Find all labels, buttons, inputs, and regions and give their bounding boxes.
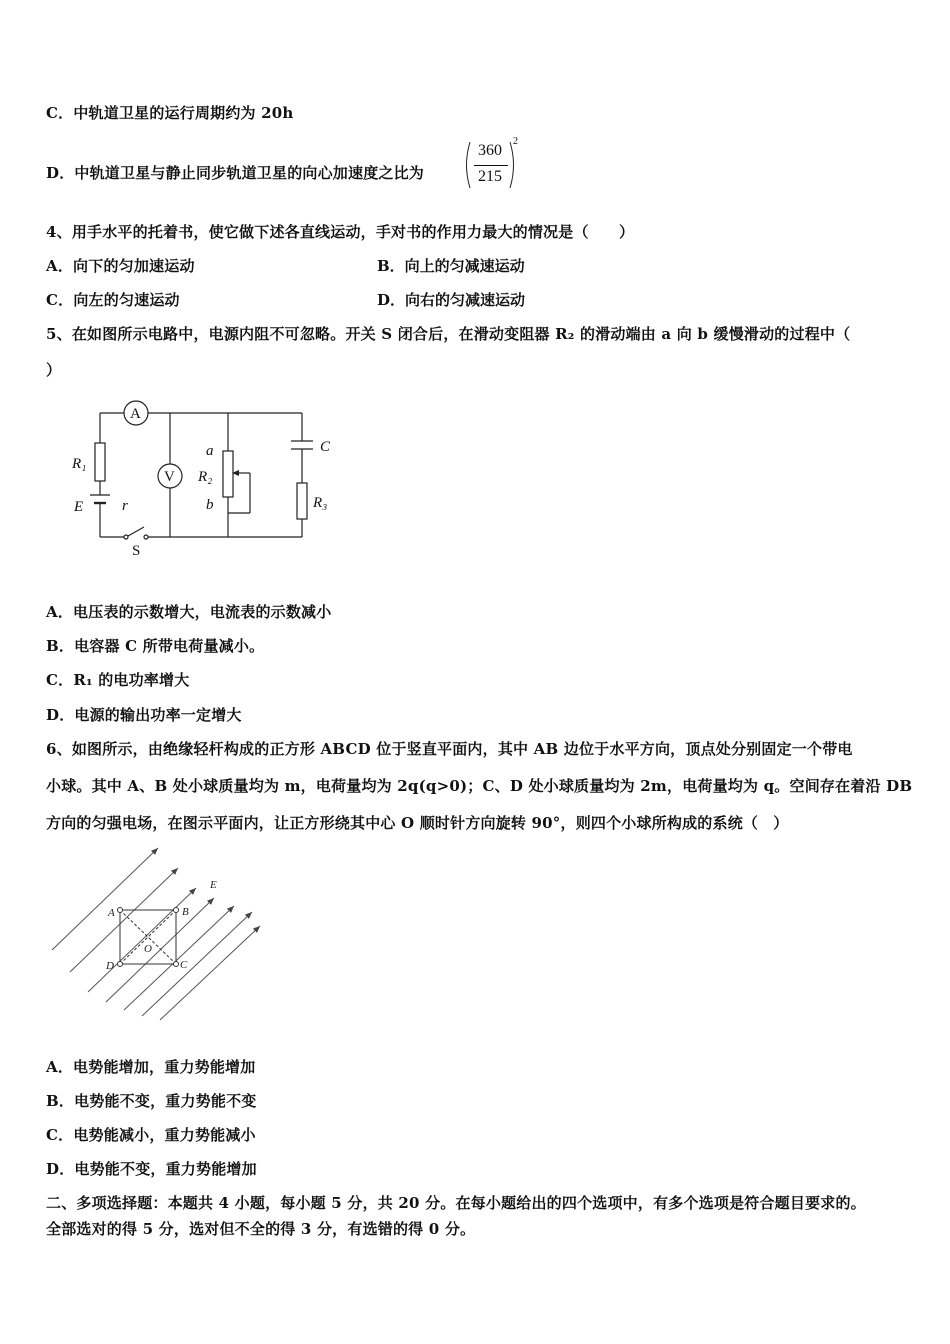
q4-option-a: A．向下的匀加速运动 [46,257,195,275]
r1-label: R₁ [72,456,87,472]
c-label: C [320,439,331,455]
q6-stem-line1: 6、如图所示，由绝缘轻杆构成的正方形 ABCD 位于竖直平面内，其中 AB 边位于水平方向，顶点处分别固定一个带电 [46,740,853,758]
vertex-c-label: C [180,959,188,971]
q5-stem-line1: 5、在如图所示电路中，电源内阻不可忽略。开关 S 闭合后，在滑动变阻器 R₂ 的滑动端由 a 向 b 缓慢滑动的过程中（ [46,325,851,343]
r3-label: R₃ [313,495,328,511]
q5-option-b: B．电容器 C 所带电荷量减小。 [46,637,265,655]
r-label: r [122,498,128,514]
q6-option-d: D．电势能不变，重力势能增加 [46,1160,257,1178]
q6-option-a: A．电势能增加，重力势能增加 [46,1058,256,1076]
a-label: a [206,443,214,459]
q5-option-a: A．电压表的示数增大，电流表的示数减小 [46,603,332,621]
field-e-label: E [210,879,217,891]
q3-option-c: C．中轨道卫星的运行周期约为 20h [46,104,294,122]
section2-line2: 全部选对的得 5 分，选对但不全的得 3 分，有选错的得 0 分。 [46,1220,476,1238]
fraction-exponent: 2 [513,136,518,147]
fraction-denominator: 215 [478,168,502,185]
q5-option-d: D．电源的输出功率一定增大 [46,706,242,724]
b-label: b [206,497,214,513]
vertex-a-label: A [108,907,115,919]
q4-option-d: D．向右的匀减速运动 [377,291,526,309]
s-label: S [132,543,141,559]
ammeter-label: A [130,406,141,422]
q6-option-b: B．电势能不变，重力势能不变 [46,1092,257,1110]
q3-option-d-fraction [462,138,522,192]
q4-option-b: B．向上的匀减速运动 [377,257,525,275]
vertex-d-label: D [106,960,114,972]
q6-field-diagram [48,842,268,1022]
section2-line1: 二、多项选择题：本题共 4 小题，每小题 5 分，共 20 分。在每小题给出的四个选项中，有多个选项是符合题目要求的。 [46,1194,866,1212]
e-label: E [74,499,84,515]
q5-stem-line2: ） [46,361,62,379]
q6-stem-line2: 小球。其中 A、B 处小球质量均为 m，电荷量均为 2q(q>0)；C、D 处小球质量均为 2m，电荷量均为 q。空间存在着沿 DB [46,777,913,795]
q3-option-d: D．中轨道卫星与静止同步轨道卫星的向心加速度之比为 [46,164,425,182]
center-o-label: O [144,943,152,955]
fraction-numerator: 360 [478,142,502,159]
q4-stem: 4、用手水平的托着书，使它做下述各直线运动，手对书的作用力最大的情况是（ ） [46,223,635,241]
fraction-bar [474,165,508,166]
q6-stem-line3: 方向的匀强电场，在图示平面内，让正方形绕其中心 O 顺时针方向旋转 90°，则四个小球所构成的系统（ ） [46,814,789,832]
q6-option-c: C．电势能减小，重力势能减小 [46,1126,256,1144]
q4-option-c: C．向左的匀速运动 [46,291,180,309]
q5-option-c: C．R₁ 的电功率增大 [46,671,190,689]
vertex-b-label: B [182,906,189,918]
voltmeter-label: V [164,469,175,485]
r2-label: R₂ [198,469,213,485]
q5-circuit-diagram [60,395,350,565]
